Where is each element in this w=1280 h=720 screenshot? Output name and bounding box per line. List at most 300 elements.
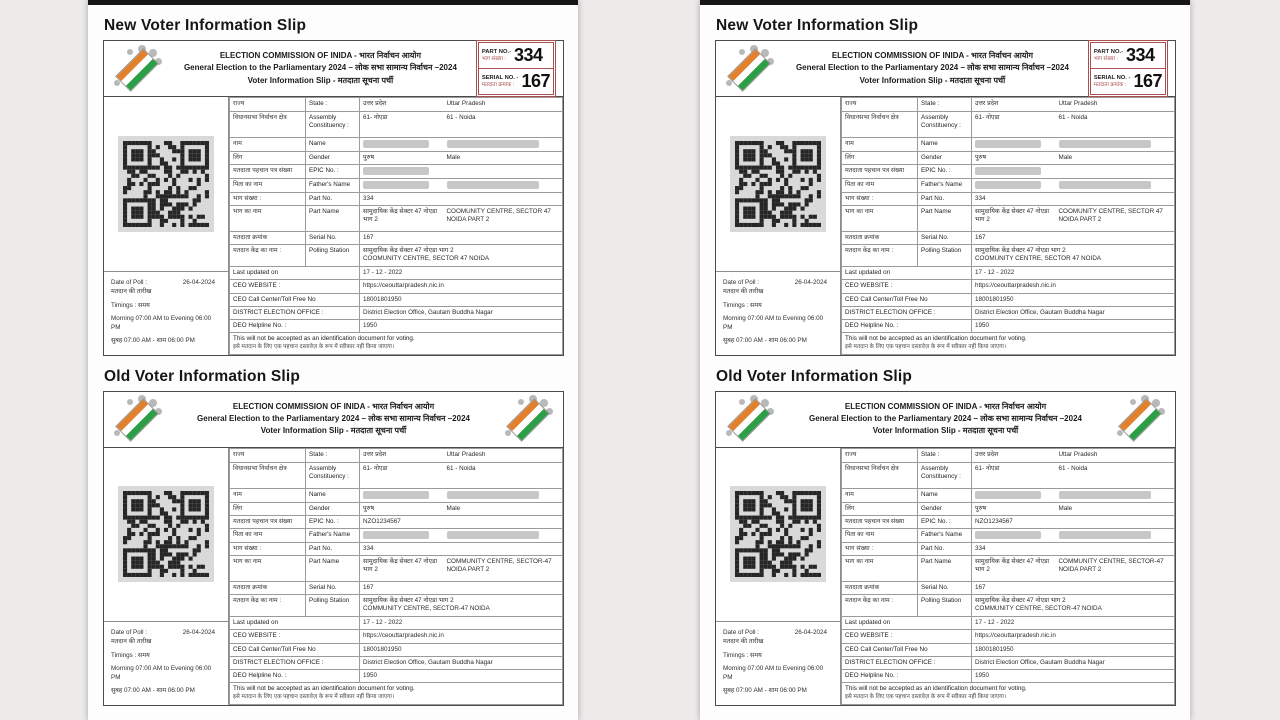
polling-value — [360, 595, 563, 617]
window-top-bar — [88, 0, 578, 5]
ceo-website-label: CEO WEBSITE : — [230, 630, 360, 643]
name-value-hi — [360, 488, 444, 502]
polling-label-en: Polling Station — [918, 595, 972, 617]
timings-en: Morning 07:00 AM to Evening 06:00 PM — [723, 665, 824, 681]
row-state — [230, 448, 563, 462]
date-of-poll-label: Date of Poll : — [723, 278, 760, 286]
slip-tables — [229, 97, 563, 355]
deo-office-value: District Election Office, Gautam Buddha Nagar — [360, 656, 563, 669]
ceo-callcenter-value: 18001801950 — [972, 643, 1175, 656]
father-label-en: Father's Name — [306, 529, 360, 543]
slip-footer-table — [841, 266, 1175, 355]
state-label-hi: राज्य — [842, 448, 918, 462]
slip-header-text — [781, 401, 1110, 438]
polling-value-en: COMMUNITY CENTRE, SECTOR-47 NOIDA — [363, 605, 490, 613]
ceo-callcenter-label: CEO Call Center/Toll Free No — [842, 643, 972, 656]
row-state — [842, 98, 1175, 112]
name-value-en — [1056, 488, 1175, 502]
gender-label-hi: लिंग — [230, 502, 306, 515]
deo-office-label: DISTRICT ELECTION OFFICE : — [842, 306, 972, 319]
ceo-website-value: https://ceouttarpradesh.nic.in — [360, 280, 563, 293]
slip-left-column — [716, 448, 841, 705]
redacted-text — [975, 167, 1041, 175]
redacted-text — [975, 181, 1041, 189]
partno-label-hi: भाग संख्या : — [842, 192, 918, 205]
epic-label-en: EPIC No. : — [918, 165, 972, 179]
ac-label-en: Assembly Constituency : — [918, 462, 972, 488]
polling-label-en: Polling Station — [918, 245, 972, 267]
father-label-hi: पिता का नाम — [842, 179, 918, 193]
part-no-value: 334 — [1126, 45, 1155, 65]
date-of-poll-label: Date of Poll : — [723, 628, 760, 636]
timings-label: Timings : समय — [723, 301, 762, 309]
name-value-hi — [972, 488, 1056, 502]
date-of-poll-value: 26-04-2024 — [182, 278, 215, 286]
state-label-hi: राज्य — [842, 98, 918, 112]
voter-detail-table — [841, 448, 1175, 618]
gender-label-hi: लिंग — [842, 502, 918, 515]
partno-label-hi: भाग संख्या : — [230, 542, 306, 555]
partname-value-hi: सामुदायिक केंद्र सेक्टर 47 नोएडा भाग 2 — [972, 206, 1056, 232]
row-part-no — [230, 542, 563, 555]
name-label-en: Name — [918, 488, 972, 502]
father-value-en — [444, 179, 563, 193]
timings-hi: सुबह 07:00 AM - शाम 06:00 PM — [111, 687, 195, 695]
epic-label-en: EPIC No. : — [918, 515, 972, 528]
last-updated-label: Last updated on — [230, 267, 360, 280]
ac-label-en: Assembly Constituency : — [306, 462, 360, 488]
row-part-no — [230, 192, 563, 205]
slip-tables — [229, 448, 563, 705]
row-father-name — [230, 179, 563, 193]
partname-label-en: Part Name — [306, 206, 360, 232]
qr-code — [730, 486, 826, 582]
slip-type-title: Voter Information Slip - मतदाता सूचना पर्ची — [872, 426, 1019, 436]
row-ceo-callcenter — [842, 643, 1175, 656]
epic-value: NZO1234567 — [972, 515, 1056, 528]
disclaimer-cell — [842, 683, 1175, 705]
slip-header-text — [169, 50, 472, 87]
old-voter-slip — [715, 391, 1176, 706]
ac-label-en: Assembly Constituency : — [918, 112, 972, 138]
row-polling-station — [842, 595, 1175, 617]
partname-label-hi: भाग का नाम — [842, 556, 918, 582]
redacted-text — [363, 140, 429, 148]
slip-type-title: Voter Information Slip - मतदाता सूचना पर्ची — [859, 75, 1006, 85]
partno-label-en: Part No. — [306, 192, 360, 205]
row-epic-no — [842, 165, 1175, 179]
slip-footer-table — [841, 616, 1175, 705]
gender-value-en: Male — [1056, 152, 1175, 165]
row-district-election-office — [230, 306, 563, 319]
new-voter-slip — [715, 40, 1176, 356]
polling-label-en: Polling Station — [306, 595, 360, 617]
row-assembly-constituency — [842, 112, 1175, 138]
row-deo-helpline — [230, 319, 563, 332]
row-deo-helpline — [230, 669, 563, 682]
father-label-hi: पिता का नाम — [230, 529, 306, 543]
date-of-poll-label: Date of Poll : — [111, 278, 148, 286]
ac-value-en: 61 - Noida — [1056, 462, 1175, 488]
epic-value — [972, 165, 1056, 179]
disclaimer-en: This will not be accepted as an identification document for voting. — [233, 335, 415, 343]
row-gender — [230, 152, 563, 165]
date-of-poll-label-hi: मतदान की तारीख — [723, 288, 764, 296]
slip-header-text — [169, 401, 498, 438]
part-no-field — [479, 43, 553, 68]
serialno-label-en: Serial No. — [918, 232, 972, 245]
serialno-value: 167 — [360, 582, 563, 595]
row-assembly-constituency — [230, 112, 563, 138]
redacted-text — [363, 531, 429, 539]
name-label-hi: नाम — [842, 138, 918, 152]
redacted-text — [975, 491, 1041, 499]
serial-no-label-hi: मतदाता क्रमांक : — [481, 81, 515, 88]
date-of-poll-value: 26-04-2024 — [182, 628, 215, 636]
polling-label-hi: मतदान केंद्र का नाम : — [230, 245, 306, 267]
slip-header-text — [781, 50, 1084, 87]
eci-logo-icon — [502, 394, 556, 444]
new-slip-body — [104, 97, 563, 355]
ceo-website-label: CEO WEBSITE : — [230, 280, 360, 293]
name-label-hi: नाम — [230, 138, 306, 152]
partno-label-hi: भाग संख्या : — [230, 192, 306, 205]
row-state — [230, 98, 563, 112]
last-updated-label: Last updated on — [230, 617, 360, 630]
deo-office-label: DISTRICT ELECTION OFFICE : — [842, 656, 972, 669]
last-updated-value: 17 - 12 - 2022 — [360, 617, 563, 630]
part-no-label-hi: भाग संख्या : — [1093, 55, 1118, 62]
row-last-updated — [230, 267, 563, 280]
disclaimer-en: This will not be accepted as an identification document for voting. — [845, 685, 1027, 693]
row-epic-no — [230, 515, 563, 528]
father-label-hi: पिता का नाम — [842, 529, 918, 543]
serial-no-label: SERIAL NO. - — [1093, 74, 1131, 81]
old-slip-body — [716, 448, 1175, 705]
redacted-text — [1059, 140, 1151, 148]
row-part-no — [842, 542, 1175, 555]
name-label-hi: नाम — [230, 488, 306, 502]
gender-label-en: Gender — [306, 502, 360, 515]
ac-value-en: 61 - Noida — [444, 462, 563, 488]
last-updated-label: Last updated on — [842, 267, 972, 280]
last-updated-value: 17 - 12 - 2022 — [972, 617, 1175, 630]
state-label-hi: राज्य — [230, 98, 306, 112]
disclaimer-cell — [842, 333, 1175, 355]
election-title: General Election to the Parliamentary 2024 – लोक सभा सामान्य निर्वाचन –2024 — [809, 414, 1082, 424]
timings-en: Morning 07:00 AM to Evening 06:00 PM — [723, 315, 824, 331]
row-district-election-office — [842, 656, 1175, 669]
redacted-text — [363, 167, 429, 175]
serial-no-label: SERIAL NO. - — [481, 74, 519, 81]
partno-label-en: Part No. — [306, 542, 360, 555]
partname-label-hi: भाग का नाम — [842, 206, 918, 232]
qr-code — [118, 136, 214, 232]
partname-value-en: COMMUNITY CENTRE, SECTOR-47 NOIDA PART 2 — [1056, 556, 1175, 582]
name-label-en: Name — [306, 488, 360, 502]
gender-label-hi: लिंग — [842, 152, 918, 165]
serialno-label-hi: मतदाता क्रमांक — [842, 582, 918, 595]
serialno-label-en: Serial No. — [306, 582, 360, 595]
ceo-website-value: https://ceouttarpradesh.nic.in — [360, 630, 563, 643]
ceo-callcenter-value: 18001801950 — [360, 293, 563, 306]
row-part-name — [230, 556, 563, 582]
row-disclaimer — [842, 683, 1175, 705]
partname-value-en: COOMUNITY CENTRE, SECTOR 47 NOIDA PART 2 — [1056, 206, 1175, 232]
timings-hi: सुबह 07:00 AM - शाम 06:00 PM — [111, 337, 195, 345]
name-label-en: Name — [918, 138, 972, 152]
org-title: ELECTION COMMISSION OF INIDA - भारत निर्वाचन आयोग — [844, 401, 1047, 411]
date-of-poll-label-hi: मतदान की तारीख — [111, 288, 152, 296]
row-assembly-constituency — [842, 462, 1175, 488]
last-updated-value: 17 - 12 - 2022 — [972, 267, 1175, 280]
last-updated-label: Last updated on — [842, 617, 972, 630]
row-epic-no — [230, 165, 563, 179]
row-father-name — [842, 529, 1175, 543]
partname-label-en: Part Name — [918, 206, 972, 232]
new-slip-title: New Voter Information Slip — [716, 17, 919, 34]
partno-value: 334 — [972, 192, 1175, 205]
window-top-bar — [700, 0, 1190, 5]
ceo-callcenter-label: CEO Call Center/Toll Free No — [230, 293, 360, 306]
ac-label-hi: विधानसभा निर्वाचन क्षेत्र — [842, 462, 918, 488]
deo-office-label: DISTRICT ELECTION OFFICE : — [230, 656, 360, 669]
row-disclaimer — [842, 333, 1175, 355]
ceo-callcenter-value: 18001801950 — [360, 643, 563, 656]
slip-type-title: Voter Information Slip - मतदाता सूचना पर्ची — [247, 75, 394, 85]
gender-value-hi: पुरुष — [360, 152, 444, 165]
state-value-hi: उत्तर प्रदेश — [360, 448, 444, 462]
partname-label-hi: भाग का नाम — [230, 206, 306, 232]
serialno-label-en: Serial No. — [306, 232, 360, 245]
disclaimer-hi: इसे मतदान के लिए एक पहचान दस्तावेज़ के रूप में स्वीकार नहीं किया जाएगा। — [845, 344, 1007, 351]
serialno-label-en: Serial No. — [918, 582, 972, 595]
epic-value: NZO1234567 — [360, 515, 444, 528]
last-updated-value: 17 - 12 - 2022 — [360, 267, 563, 280]
father-value-en — [444, 529, 563, 543]
polling-label-hi: मतदान केंद्र का नाम : — [230, 595, 306, 617]
polling-label-hi: मतदान केंद्र का नाम : — [842, 245, 918, 267]
redacted-text — [363, 491, 429, 499]
deo-helpline-label: DEO Helpline No. : — [842, 319, 972, 332]
gender-value-hi: पुरुष — [972, 152, 1056, 165]
part-no-label: PART NO.- — [481, 48, 512, 55]
redacted-text — [975, 140, 1041, 148]
partname-label-en: Part Name — [918, 556, 972, 582]
redacted-text — [447, 140, 539, 148]
eci-logo-icon — [723, 394, 777, 444]
serialno-value: 167 — [360, 232, 563, 245]
father-label-en: Father's Name — [918, 179, 972, 193]
name-value-en — [444, 138, 563, 152]
redacted-text — [447, 181, 539, 189]
state-value-en: Uttar Pradesh — [444, 448, 563, 462]
polling-label-hi: मतदान केंद्र का नाम : — [842, 595, 918, 617]
qr-code — [118, 486, 214, 582]
state-label-hi: राज्य — [230, 448, 306, 462]
name-value-en — [1056, 138, 1175, 152]
serial-no-value: 167 — [1133, 71, 1162, 91]
timings-hi: सुबह 07:00 AM - शाम 06:00 PM — [723, 337, 807, 345]
eci-logo-icon — [111, 394, 165, 444]
ceo-callcenter-value: 18001801950 — [972, 293, 1175, 306]
voter-detail-table — [229, 448, 563, 618]
eci-logo-icon — [1114, 394, 1168, 444]
slip-tables — [841, 97, 1175, 355]
serialno-label-hi: मतदाता क्रमांक — [842, 232, 918, 245]
ceo-callcenter-label: CEO Call Center/Toll Free No — [842, 293, 972, 306]
partname-label-en: Part Name — [306, 556, 360, 582]
redacted-text — [447, 491, 539, 499]
state-value-en: Uttar Pradesh — [1056, 98, 1175, 112]
new-slip-header — [104, 41, 563, 97]
partno-label-hi: भाग संख्या : — [842, 542, 918, 555]
row-last-updated — [230, 617, 563, 630]
ac-value-en: 61 - Noida — [444, 112, 563, 138]
slip-footer-table — [229, 616, 563, 705]
row-name — [842, 138, 1175, 152]
ac-value-en: 61 - Noida — [1056, 112, 1175, 138]
name-label-hi: नाम — [842, 488, 918, 502]
row-polling-station — [230, 245, 563, 267]
father-label-en: Father's Name — [918, 529, 972, 543]
epic-label-en: EPIC No. : — [306, 515, 360, 528]
partno-value: 334 — [360, 542, 563, 555]
row-name — [230, 488, 563, 502]
election-title: General Election to the Parliamentary 2024 – लोक सभा सामान्य निर्वाचन –2024 — [197, 414, 470, 424]
state-label-en: State : — [306, 98, 360, 112]
gender-label-hi: लिंग — [230, 152, 306, 165]
serialno-value: 167 — [972, 232, 1175, 245]
org-title: ELECTION COMMISSION OF INIDA - भारत निर्वाचन आयोग — [831, 50, 1033, 60]
old-slip-title: Old Voter Information Slip — [104, 367, 301, 385]
row-deo-helpline — [842, 319, 1175, 332]
row-name — [230, 138, 563, 152]
gender-label-en: Gender — [306, 152, 360, 165]
name-value-hi — [972, 138, 1056, 152]
polling-value — [360, 245, 563, 267]
row-polling-station — [842, 245, 1175, 267]
state-value-en: Uttar Pradesh — [444, 98, 563, 112]
polling-value-hi: सामुदायिक केंद्र सेक्टर 47 नोएडा भाग 2 — [975, 597, 1066, 605]
disclaimer-cell — [230, 683, 563, 705]
election-title: General Election to the Parliamentary 2024 – लोक सभा सामान्य निर्वाचन –2024 — [183, 63, 457, 73]
voter-detail-table — [229, 97, 563, 267]
deo-office-value: District Election Office, Gautam Buddha Nagar — [360, 306, 563, 319]
partname-label-hi: भाग का नाम — [230, 556, 306, 582]
name-label-en: Name — [306, 138, 360, 152]
partname-value-en: COOMUNITY CENTRE, SECTOR 47 NOIDA PART 2 — [444, 206, 563, 232]
gender-value-en: Male — [1056, 502, 1175, 515]
state-value-en: Uttar Pradesh — [1056, 448, 1175, 462]
ceo-website-label: CEO WEBSITE : — [842, 630, 972, 643]
slip-footer-table — [229, 266, 563, 355]
gender-value-en: Male — [444, 502, 563, 515]
ceo-website-label: CEO WEBSITE : — [842, 280, 972, 293]
old-slip-header — [716, 392, 1175, 448]
father-value-en — [1056, 179, 1175, 193]
row-ceo-callcenter — [230, 643, 563, 656]
deo-helpline-value: 1950 — [972, 669, 1175, 682]
new-slip-header — [716, 41, 1175, 97]
date-of-poll-label: Date of Poll : — [111, 628, 148, 636]
ceo-callcenter-label: CEO Call Center/Toll Free No — [230, 643, 360, 656]
ac-label-en: Assembly Constituency : — [306, 112, 360, 138]
row-serial-no — [230, 582, 563, 595]
gender-value-hi: पुरुष — [972, 502, 1056, 515]
slip-left-column — [716, 97, 841, 355]
epic-label-hi: मतदाता पहचान पत्र संख्या — [842, 165, 918, 179]
row-part-name — [230, 206, 563, 232]
part-no-label-hi: भाग संख्या : — [481, 55, 506, 62]
redacted-text — [1059, 181, 1151, 189]
partname-value-hi: सामुदायिक केंद्र सेक्टर 47 नोएडा भाग 2 — [360, 556, 444, 582]
state-value-hi: उत्तर प्रदेश — [360, 98, 444, 112]
serial-no-field — [479, 68, 553, 94]
redacted-text — [1059, 491, 1151, 499]
old-slip-title: Old Voter Information Slip — [716, 367, 913, 385]
gender-label-en: Gender — [918, 502, 972, 515]
state-label-en: State : — [306, 448, 360, 462]
row-gender — [230, 502, 563, 515]
partname-value-en: COMMUNITY CENTRE, SECTOR-47 NOIDA PART 2 — [444, 556, 563, 582]
ac-value-hi: 61- नोएडा — [972, 112, 1056, 138]
deo-office-label: DISTRICT ELECTION OFFICE : — [230, 306, 360, 319]
polling-value — [972, 595, 1175, 617]
father-value-hi — [360, 179, 444, 193]
gender-value-hi: पुरुष — [360, 502, 444, 515]
redacted-text — [1059, 531, 1151, 539]
part-serial-box — [1088, 40, 1168, 97]
polling-value — [972, 245, 1175, 267]
row-ceo-callcenter — [842, 293, 1175, 306]
poll-info-block — [716, 621, 840, 705]
part-serial-box — [476, 40, 556, 97]
serial-no-label-hi: मतदाता क्रमांक : — [1093, 81, 1127, 88]
serialno-value: 167 — [972, 582, 1175, 595]
state-value-hi: उत्तर प्रदेश — [972, 98, 1056, 112]
polling-value-en: COOMUNITY CENTRE, SECTOR 47 NOIDA — [975, 255, 1102, 263]
slip-left-column — [104, 97, 229, 355]
org-title: ELECTION COMMISSION OF INIDA - भारत निर्वाचन आयोग — [232, 401, 435, 411]
row-disclaimer — [230, 683, 563, 705]
row-ceo-website — [842, 280, 1175, 293]
date-of-poll-value: 26-04-2024 — [794, 278, 827, 286]
father-value-hi — [972, 179, 1056, 193]
serialno-label-hi: मतदाता क्रमांक — [230, 232, 306, 245]
redacted-text — [447, 531, 539, 539]
slip-page-panel-left — [88, 0, 578, 720]
ceo-website-value: https://ceouttarpradesh.nic.in — [972, 280, 1175, 293]
row-gender — [842, 502, 1175, 515]
row-disclaimer — [230, 333, 563, 355]
new-slip-title: New Voter Information Slip — [104, 17, 307, 34]
date-of-poll-label-hi: मतदान की तारीख — [111, 638, 152, 646]
disclaimer-hi: इसे मतदान के लिए एक पहचान दस्तावेज़ के रूप में स्वीकार नहीं किया जाएगा। — [233, 694, 395, 701]
row-name — [842, 488, 1175, 502]
slip-type-title: Voter Information Slip - मतदाता सूचना पर्ची — [260, 426, 407, 436]
epic-label-hi: मतदाता पहचान पत्र संख्या — [230, 515, 306, 528]
partno-label-en: Part No. — [918, 192, 972, 205]
eci-logo-icon — [111, 44, 165, 94]
row-last-updated — [842, 267, 1175, 280]
row-last-updated — [842, 617, 1175, 630]
disclaimer-hi: इसे मतदान के लिए एक पहचान दस्तावेज़ के रूप में स्वीकार नहीं किया जाएगा। — [845, 694, 1007, 701]
father-value-hi — [360, 529, 444, 543]
old-voter-slip — [103, 391, 564, 706]
row-ceo-website — [230, 630, 563, 643]
name-value-hi — [360, 138, 444, 152]
